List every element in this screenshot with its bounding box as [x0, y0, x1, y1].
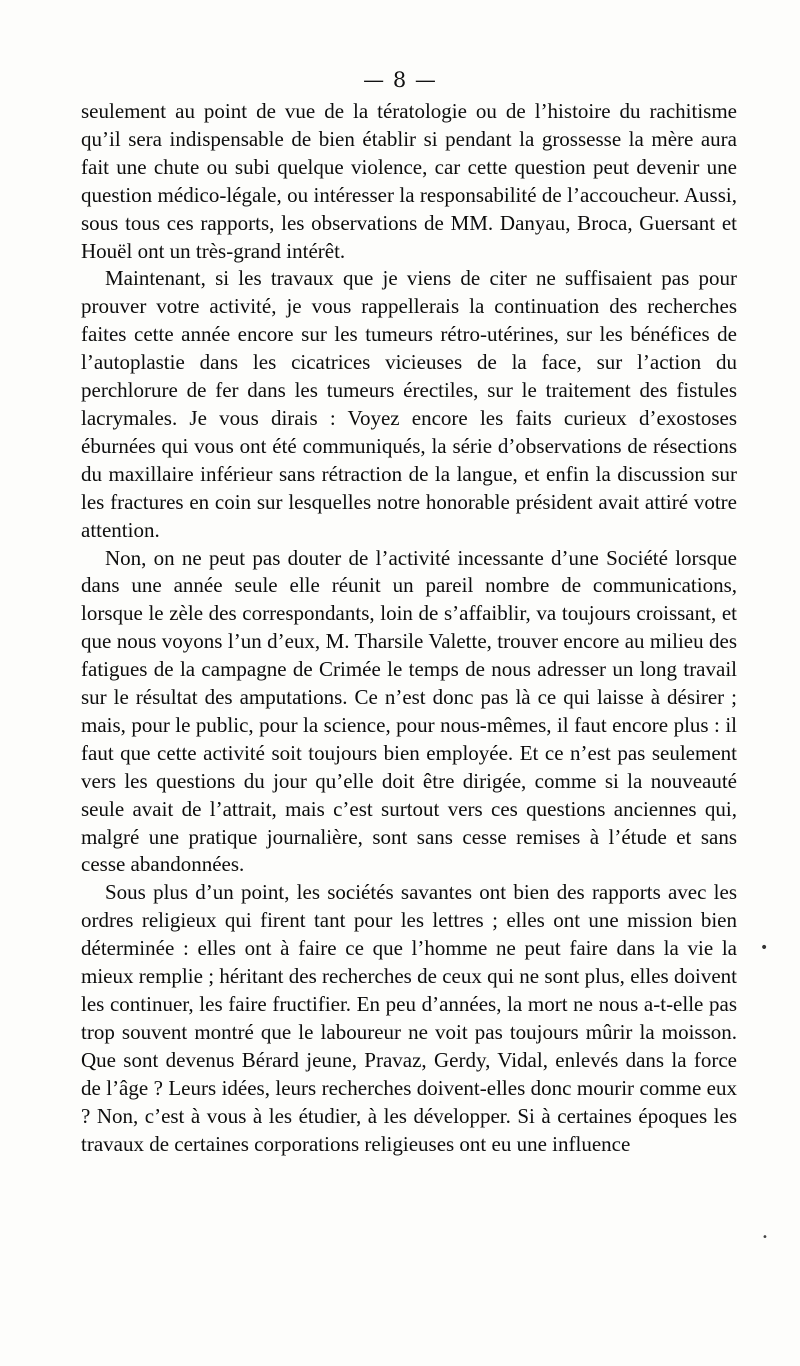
margin-mark: •: [762, 1232, 768, 1243]
paragraph-ordres-religieux: Sous plus d’un point, les sociétés savantes ont bien des rapports avec les ordres religieux qui firent tant pour les lettres ; elles ont une mission bien déterminée : elles ont à faire ce que l’homme ne peut faire dans la vie la mieux remplie ; héritant des recherches de ceux qui ne sont plus, elles doivent les continuer, les faire fructifier. En peu d’années, la mort ne nous a-t-elle pas trop souvent montré que le laboureur ne voit pas toujours mûrir la moisson. Que sont devenus Bérard jeune, Pravaz, Gerdy, Vidal, enlevés dans la force de l’âge ? Leurs idées, leurs recherches doivent-elles donc mourir comme eux ? Non, c’est à vous à les étudier, à les développer. Si à certaines époques les travaux de certaines corporations religieuses ont eu une influence: [81, 880, 737, 1156]
paragraph-societe: Non, on ne peut pas douter de l’activité incessante d’une Société lorsque dans une année seule elle réunit un pareil nombre de communications, lorsque le zèle des correspondants, loin de s’affaiblir, va toujours croissant, et que nous voyons l’un d’eux, M. Tharsile Valette, trouver encore au milieu des fatigues de la campagne de Crimée le temps de nous adresser un long travail sur le résultat des amputations. Ce n’est donc pas là ce qui laisse à désirer ; mais, pour le public, pour la science, pour nous-mêmes, il faut encore plus : il faut que cette activité soit toujours bien employée. Et ce n’est pas seulement vers les questions du jour qu’elle doit être dirigée, comme si la nouveauté seule avait de l’attrait, mais c’est surtout vers ces questions anciennes qui, malgré une pratique journalière, sont sans cesse remises à l’étude et sans cesse abandonnées.: [81, 545, 737, 877]
margin-speck: •: [760, 940, 769, 956]
body-text: [81, 98, 737, 1158]
paragraph-activite: Maintenant, si les travaux que je viens de citer ne suffisaient pas pour prouver votre activité, je vous rappellerais la continuation des recherches faites cette année encore sur les tumeurs rétro-utérines, sur les bénéfices de l’autoplastie dans les cicatrices vicieuses de la face, sur l’action du perchlorure de fer dans les tumeurs érectiles, sur le traitement des fistules lacrymales. Je vous dirais : Voyez encore les faits curieux d’exostoses éburnées qui vous ont été communiqués, la série d’observations de résections du maxillaire inférieur sans rétraction de la langue, et enfin la discussion sur les fractures en coin sur lesquelles notre honorable président avait attiré votre attention.: [81, 266, 737, 542]
page-number: — 8 —: [363, 68, 437, 92]
paragraph-continuation: seulement au point de vue de la tératologie ou de l’histoire du rachitisme qu’il sera indispensable de bien établir si pendant la grossesse la mère aura fait une chute ou subi quelque violence, car cette question peut devenir une question médico-légale, ou intéresser la responsabilité de l’accoucheur. Aussi, sous tous ces rapports, les observations de MM. Danyau, Broca, Guersant et Houël ont un très-grand intérêt.: [81, 99, 737, 263]
